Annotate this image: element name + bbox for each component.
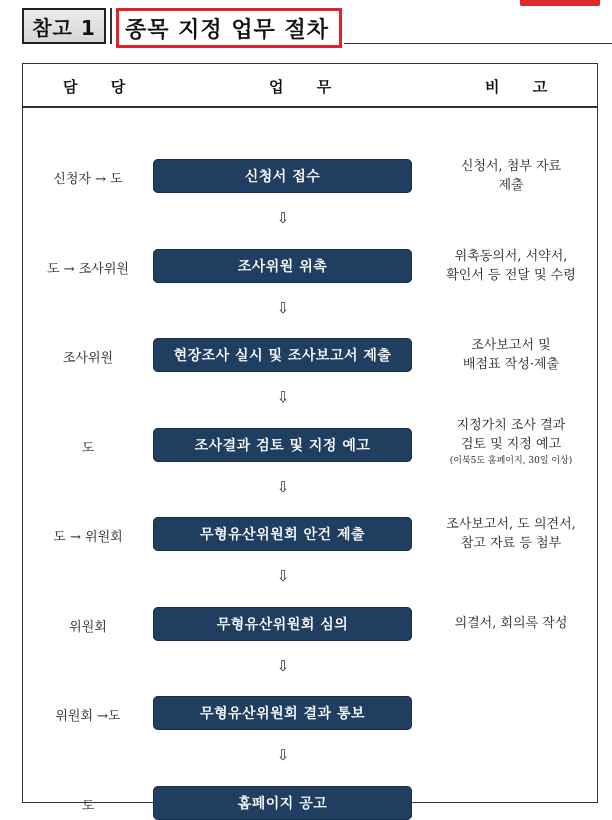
owner-cell: 도 → 조사위원 — [47, 261, 129, 277]
note-text: 위촉동의서, 서약서, 확인서 등 전달 및 수령 — [446, 248, 576, 283]
note-cell — [431, 416, 591, 468]
note-cell — [431, 336, 591, 374]
process-step: 신청서 접수 — [153, 159, 412, 193]
note-text: 지정가치 조사 결과 검토 및 지정 예고 — [456, 418, 566, 452]
down-arrow-icon: ⇩ — [276, 656, 290, 675]
owner-cell: 도 → 위원회 — [53, 530, 123, 545]
process-step: 현장조사 실시 및 조사보고서 제출 — [153, 338, 412, 372]
header-owner: 담 당 — [63, 78, 140, 96]
owner-cell: 조사위원 — [62, 351, 114, 366]
header-divider — [110, 8, 112, 44]
top-banner-strip — [0, 0, 612, 6]
process-step: 무형유산위원회 결과 통보 — [153, 696, 412, 730]
note-cell — [431, 614, 591, 633]
note-text: 의결서, 회의록 작성 — [454, 616, 568, 631]
down-arrow-icon: ⇩ — [276, 388, 290, 406]
down-arrow-icon: ⇩ — [276, 567, 290, 585]
owner-cell: 도 — [81, 798, 95, 814]
header-task: 업 무 — [269, 78, 346, 96]
down-arrow-icon: ⇩ — [276, 298, 290, 317]
note-cell — [431, 157, 591, 195]
section-header — [22, 8, 612, 48]
owner-cell: 위원회 →도 — [55, 709, 121, 724]
top-banner-chip — [520, 0, 600, 6]
down-arrow-icon: ⇩ — [276, 477, 290, 496]
header-note: 비 고 — [485, 78, 562, 96]
owner-cell: 위원회 — [69, 619, 107, 635]
note-text: 조사보고서 및 배점표 작성·제출 — [462, 338, 560, 372]
note-cell — [431, 247, 591, 285]
table-header — [23, 64, 597, 108]
process-step: 무형유산위원회 심의 — [153, 607, 412, 641]
note-cell — [431, 515, 591, 553]
owner-cell: 도 — [81, 440, 95, 456]
owner-cell: 신청자 → 도 — [53, 172, 123, 187]
process-step: 홈페이지 공고 — [153, 786, 412, 820]
down-arrow-icon: ⇩ — [276, 746, 290, 764]
process-step: 무형유산위원회 안건 제출 — [153, 517, 412, 551]
title-underline — [344, 43, 612, 44]
process-step: 조사위원 위촉 — [153, 249, 412, 283]
reference-label: 참고 1 — [22, 8, 106, 44]
page-title: 종목 지정 업무 절차 — [116, 8, 342, 48]
procedure-table — [22, 63, 598, 814]
note-subtext: (이북5도 홈페이지, 30일 이상) — [449, 456, 573, 466]
note-text: 신청서, 첨부 자료 제출 — [460, 159, 562, 193]
process-step: 조사결과 검토 및 지정 예고 — [153, 428, 412, 462]
note-text: 조사보고서, 도 의견서, 참고 자료 등 첨부 — [446, 517, 576, 551]
down-arrow-icon: ⇩ — [276, 209, 290, 227]
